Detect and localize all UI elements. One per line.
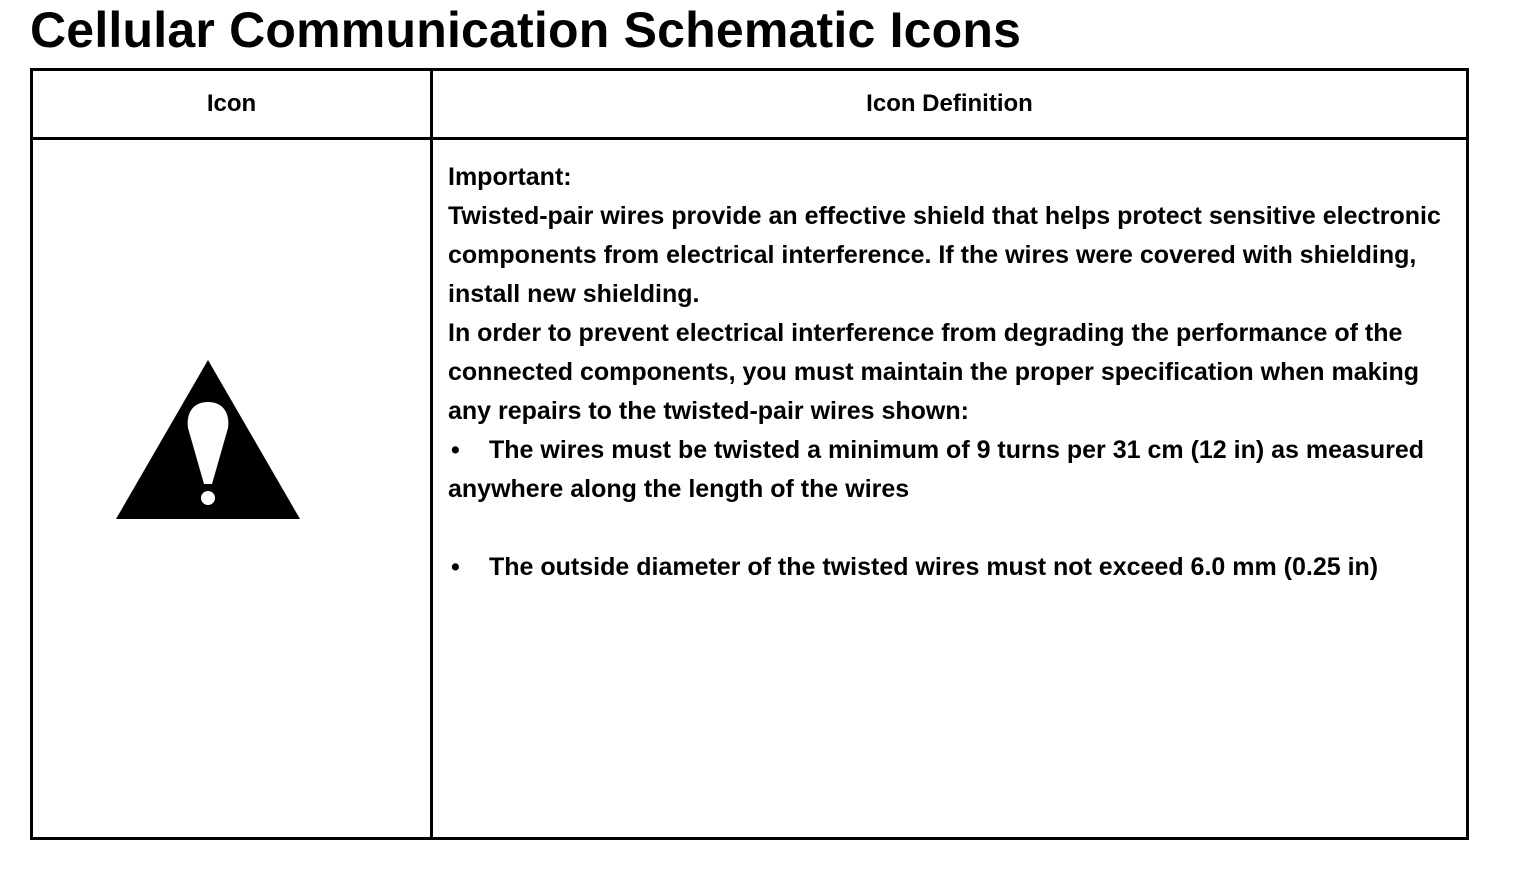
important-label: Important:: [448, 163, 572, 191]
bullet-glyph: •: [451, 553, 460, 581]
warning-triangle-icon: [116, 360, 300, 520]
definition-cell: [432, 139, 1468, 839]
table-header-row: [32, 70, 1468, 139]
icon-cell: [32, 139, 432, 839]
bullet-spacer: [448, 509, 1454, 548]
bullet-glyph: •: [451, 436, 460, 464]
page-title: Cellular Communication Schematic Icons: [30, 2, 1022, 58]
header-icon: Icon: [32, 70, 432, 139]
icon-definition-table: [30, 68, 1469, 840]
bullet-item-1: [448, 431, 1454, 509]
bullet-text-1: The wires must be twisted a minimum of 9 turns per 31 cm (12 in) as measured anywhere along the length of the wires: [448, 436, 1424, 503]
bullet-text-2: The outside diameter of the twisted wires must not exceed 6.0 mm (0.25 in): [489, 553, 1379, 581]
table-row: [32, 139, 1468, 839]
header-icon-definition: Icon Definition: [432, 70, 1468, 139]
bullet-item-2: [448, 548, 1454, 587]
definition-paragraph-1: Twisted-pair wires provide an effective shield that helps protect sensitive electronic components from electrical interference. If the wires were covered with shielding, install new shielding.: [448, 202, 1441, 308]
definition-paragraph-2: In order to prevent electrical interference from degrading the performance of the connected components, you must maintain the proper specification when making any repairs to the twisted-pair wires shown:: [448, 319, 1419, 425]
